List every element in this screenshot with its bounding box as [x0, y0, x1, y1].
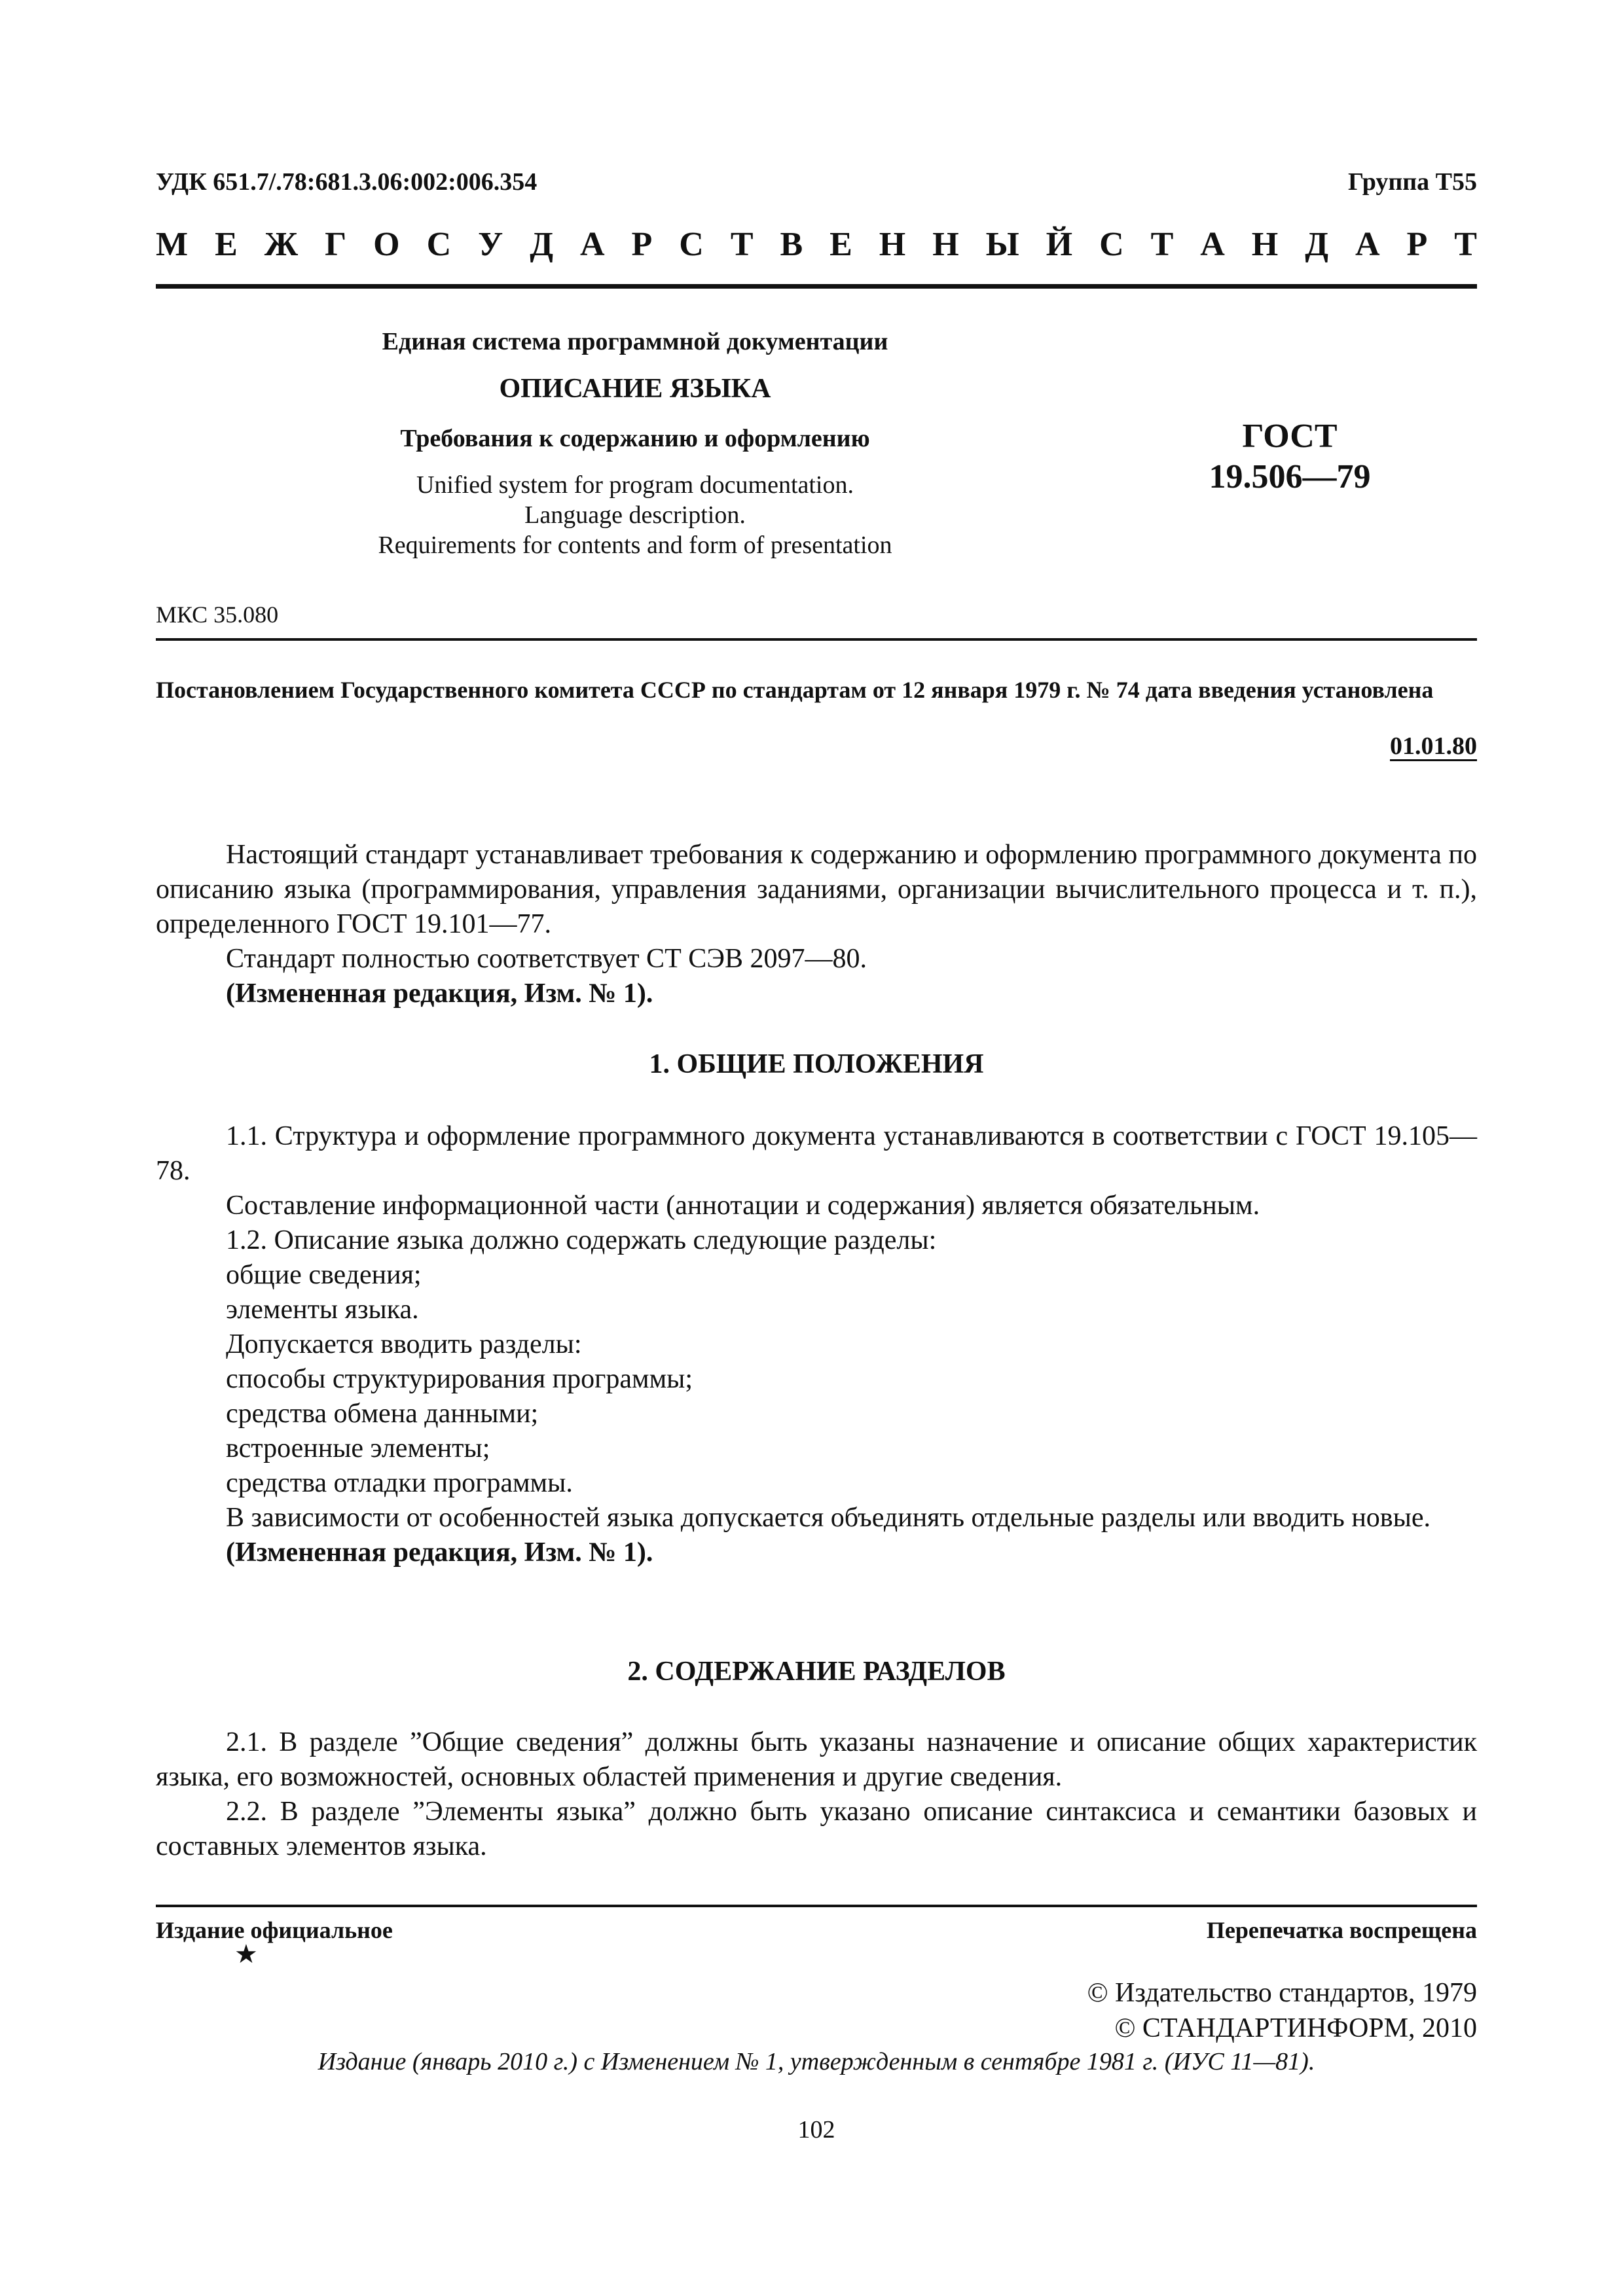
standard-type-letter: Е	[215, 226, 238, 263]
standard-type-letter: М	[156, 226, 189, 263]
reprint-prohibited-label: Перепечатка воспрещена	[1206, 1917, 1477, 1943]
star-icon: ★	[234, 1939, 258, 1969]
document-title: ОПИСАНИЕ ЯЗЫКА	[499, 374, 771, 404]
standard-type-letter: У	[478, 226, 503, 263]
optional-sections-intro: Допускается вводить разделы:	[226, 1329, 582, 1359]
standard-type-letter: С	[1099, 226, 1124, 263]
intro-paragraph: Настоящий стандарт устанавливает требования к содержанию и оформлению программного документа по описанию языка (программирования, управления заданиями, организации вычислительного процесса и т. п.), определенного ГОСТ 19.101—77.	[156, 840, 1477, 939]
mks-rule	[156, 638, 1477, 641]
clause-2-1: 2.1. В разделе ”Общие сведения” должны быть указаны назначение и описание общих характеристик языка, его возможностей, основных областей применения и другие сведения.	[156, 1727, 1477, 1792]
standard-type-letter: Ж	[264, 226, 299, 263]
list-item: способы структурирования программы;	[226, 1364, 693, 1394]
standard-type-letter: Т	[730, 226, 754, 263]
footer-rule	[156, 1905, 1477, 1907]
standard-type-letter: Е	[830, 226, 852, 263]
copyright-2010: © СТАНДАРТИНФОРМ, 2010	[1114, 2013, 1477, 2043]
clause-1-1: 1.1. Структура и оформление программного документа устанавливаются в соответствии с ГОСТ 19.105—78.	[156, 1121, 1477, 1186]
section-1	[156, 1119, 1477, 1570]
section-1-heading: 1. ОБЩИЕ ПОЛОЖЕНИЯ	[649, 1049, 984, 1079]
standard-type-letter: О	[373, 226, 400, 263]
gost-label: ГОСТ	[1242, 418, 1338, 455]
list-item: элементы языка.	[226, 1295, 419, 1325]
edition-note: Издание (январь 2010 г.) с Изменением № 1, утвержденным в сентябре 1981 г. (ИУС 11—81).	[318, 2048, 1315, 2075]
footer-row	[156, 1916, 1477, 1944]
gost-number: 19.506—79	[1209, 458, 1371, 495]
effective-date: 01.01.80	[1390, 732, 1477, 760]
intro-conformity: Стандарт полностью соответствует СТ СЭВ 2097—80.	[226, 944, 867, 974]
list-item: средства отладки программы.	[226, 1468, 573, 1498]
clause-1-2-note: В зависимости от особенностей языка допускается объединять отдельные разделы или вводить новые.	[226, 1503, 1431, 1533]
header-row	[156, 168, 1477, 196]
system-name: Единая система программной документации	[382, 328, 888, 355]
standard-type-letter: Н	[879, 226, 906, 263]
introduction	[156, 838, 1477, 1011]
english-title	[327, 470, 943, 560]
copyright-1979: © Издательство стандартов, 1979	[1087, 1978, 1477, 2008]
page-number: 102	[797, 2116, 835, 2144]
standard-type-letter: Р	[631, 226, 653, 263]
clause-2-2: 2.2. В разделе ”Элементы языка” должно быть указано описание синтаксиса и семантики базовых и составных элементов языка.	[156, 1797, 1477, 1861]
list-item: общие сведения;	[226, 1260, 422, 1290]
standard-type-letter: Д	[1305, 226, 1328, 263]
standard-type-letter: В	[780, 226, 803, 263]
list-item: средства обмена данными;	[226, 1399, 539, 1429]
clause-1-1-note: Составление информационной части (аннотации и содержания) является обязательным.	[226, 1191, 1260, 1221]
standard-type-letter: Ы	[985, 226, 1019, 263]
section-2	[156, 1725, 1477, 1864]
standard-type-letter: А	[1355, 226, 1380, 263]
copyright-block	[1087, 1975, 1477, 2046]
standard-type-title	[156, 225, 1477, 264]
gost-designation	[1165, 416, 1414, 497]
english-title-line-2: Language description.	[524, 501, 746, 529]
section-2-heading-wrap	[156, 1655, 1477, 1689]
section-1-heading-wrap	[156, 1047, 1477, 1082]
intro-amendment-note: (Измененная редакция, Изм. № 1).	[226, 978, 653, 1009]
header-rule	[156, 284, 1477, 289]
section-2-heading: 2. СОДЕРЖАНИЕ РАЗДЕЛОВ	[627, 1657, 1006, 1687]
clause-1-2: 1.2. Описание языка должно содержать следующие разделы:	[226, 1225, 937, 1255]
list-item: встроенные элементы;	[226, 1433, 490, 1463]
standard-type-letter: С	[426, 226, 452, 263]
udk-code: УДК 651.7/.78:681.3.06:002:006.354	[156, 168, 538, 196]
decree-text: Постановлением Государственного комитета СССР по стандартам от 12 января 1979 г. № 74 дата введения установлена	[156, 677, 1434, 703]
standard-type-letter: Т	[1150, 226, 1174, 263]
english-title-line-1: Unified system for program documentation.	[416, 471, 854, 499]
section-1-amendment-note: (Измененная редакция, Изм. № 1).	[226, 1537, 653, 1568]
standard-type-letter: Р	[1406, 226, 1428, 263]
mks-code: МКС 35.080	[156, 601, 279, 628]
standard-type-letter: Т	[1454, 226, 1477, 263]
standard-type-letter: Н	[1251, 226, 1279, 263]
standard-type-letter: Д	[530, 226, 554, 263]
document-subtitle: Требования к содержанию и оформлению	[400, 425, 870, 452]
standard-type-letter: Н	[932, 226, 959, 263]
english-title-line-3: Requirements for contents and form of presentation	[378, 531, 892, 559]
standard-type-letter: Г	[325, 226, 347, 263]
standard-type-letter: А	[580, 226, 605, 263]
standard-type-letter: А	[1200, 226, 1225, 263]
standard-type-letter: Й	[1046, 226, 1073, 263]
standard-type-letter: С	[679, 226, 704, 263]
group-code: Группа Т55	[1347, 168, 1477, 196]
official-edition-label: Издание официальное	[156, 1917, 393, 1943]
